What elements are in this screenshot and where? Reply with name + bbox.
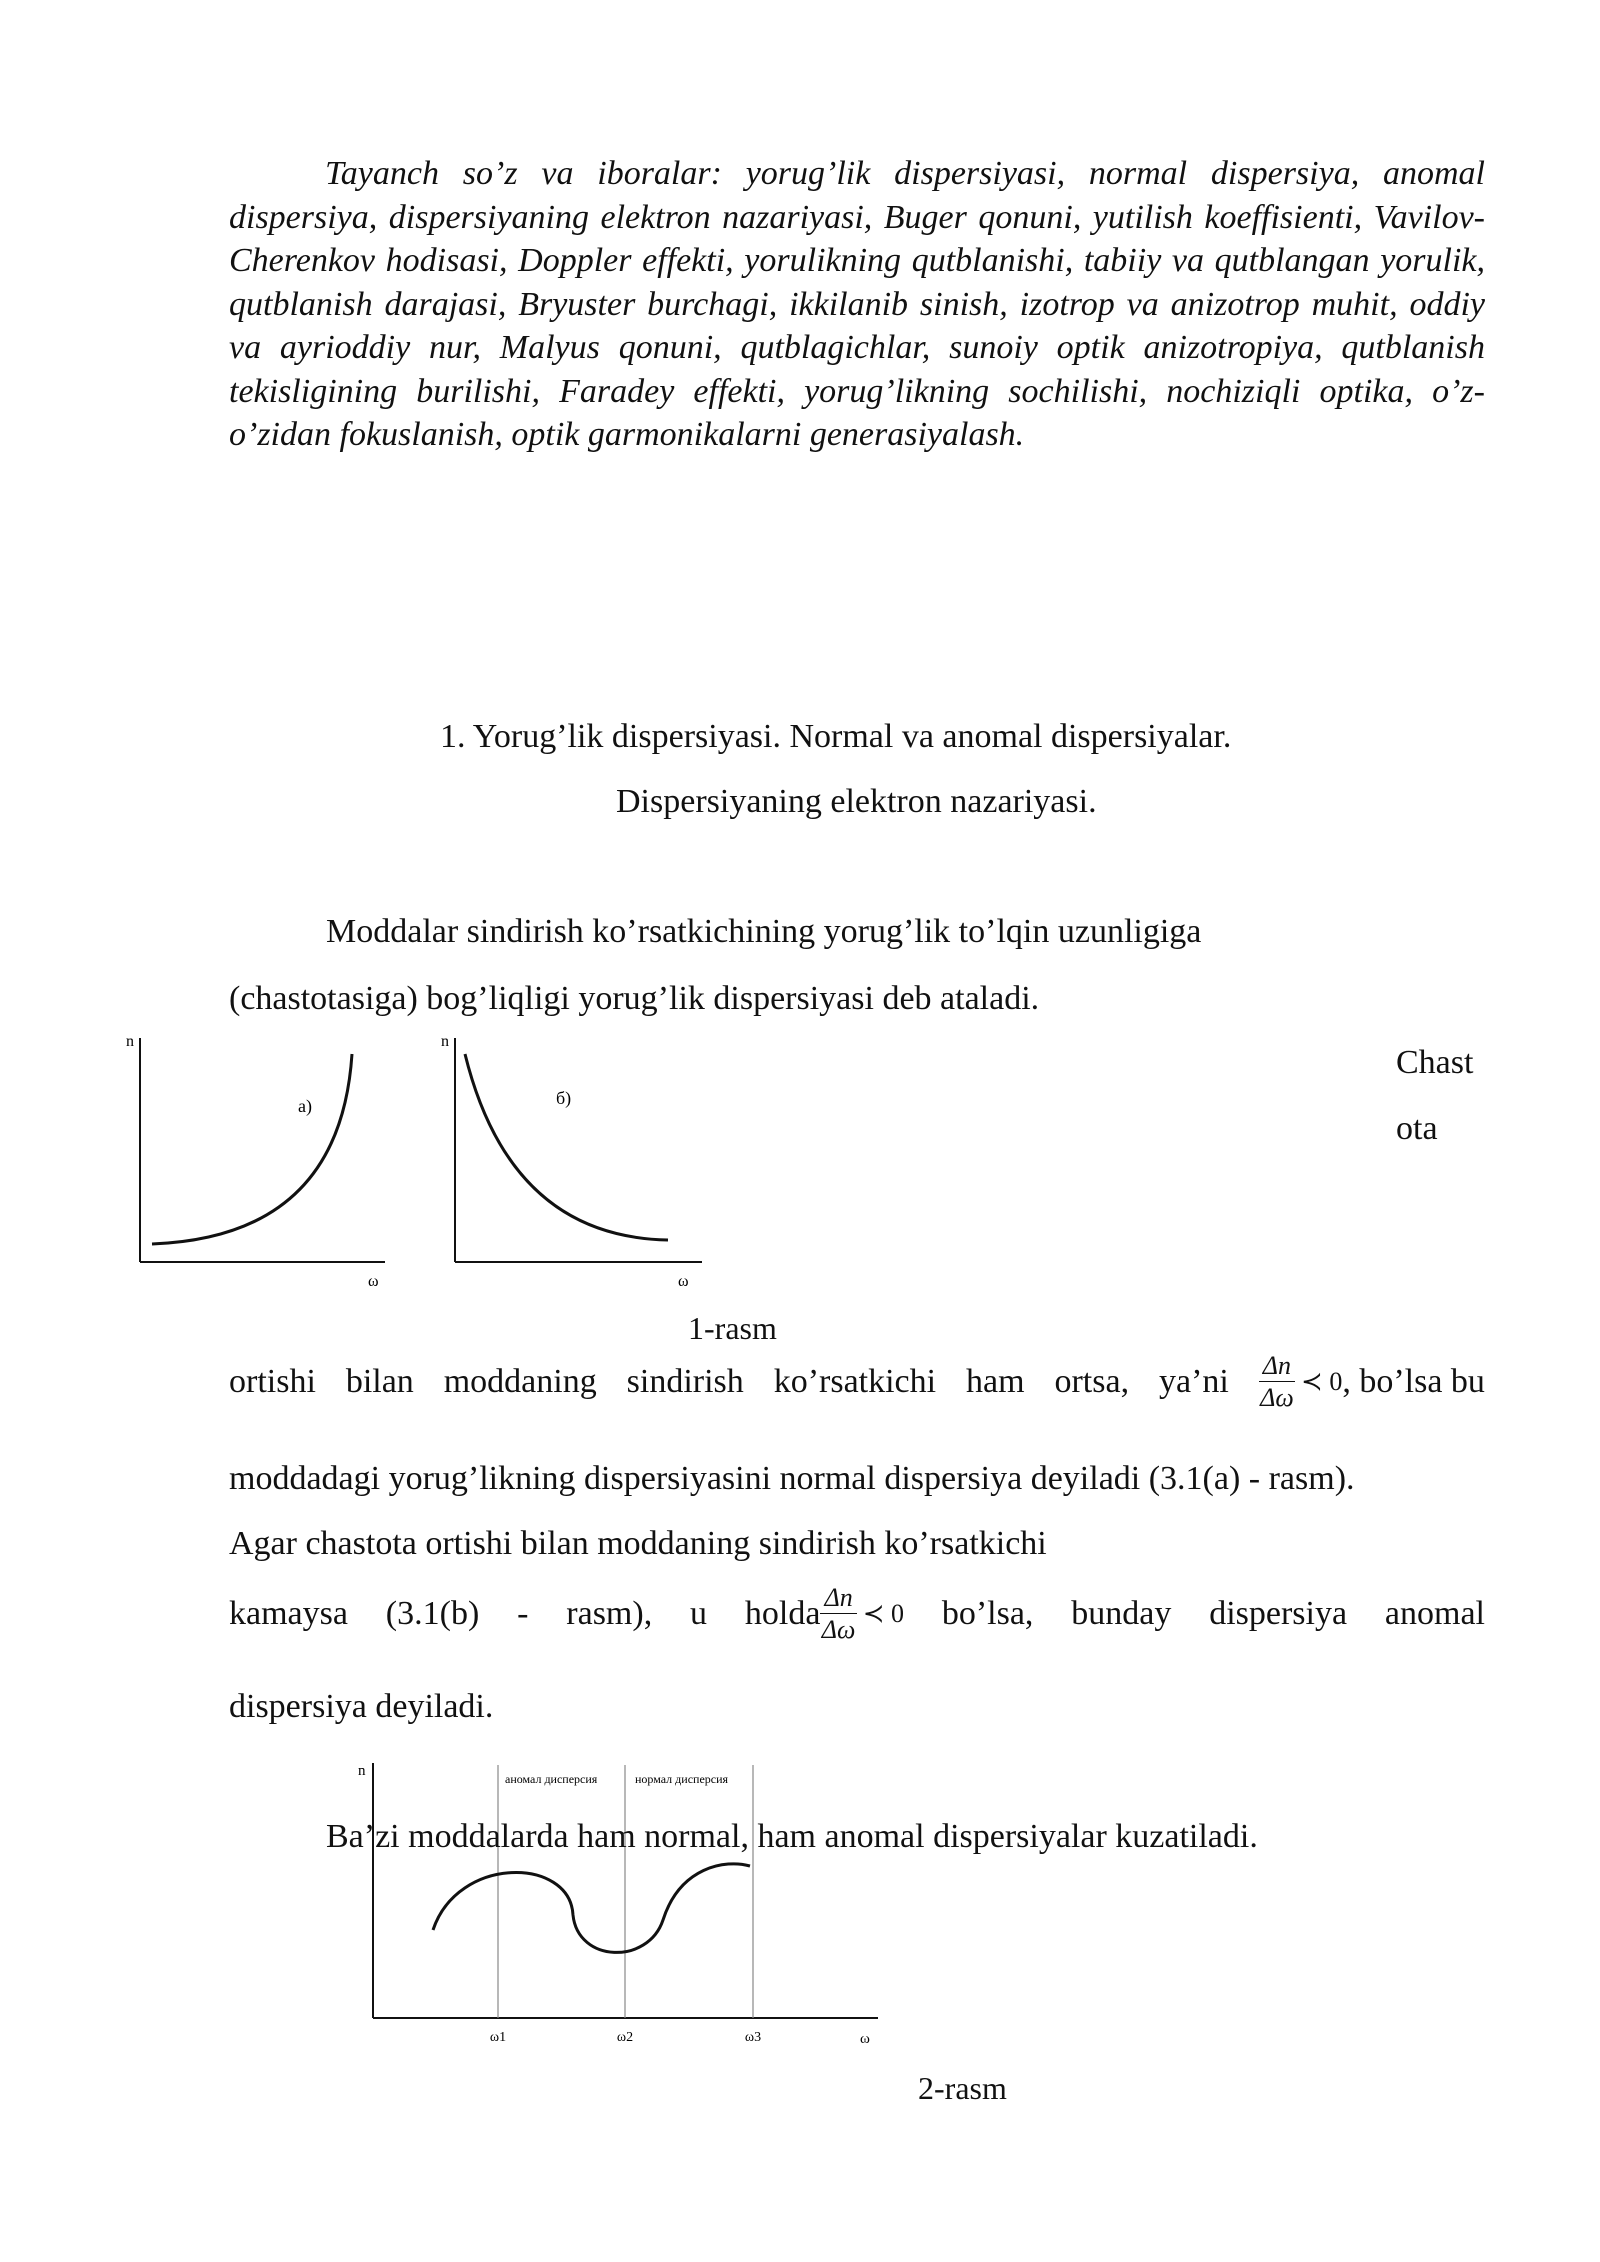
paragraph-3-line2: dispersiya deyiladi. bbox=[229, 1688, 494, 1725]
figure-1b-label: б) bbox=[556, 1088, 572, 1108]
figure-2-region-2-label: нормал дисперсия bbox=[635, 1772, 729, 1786]
section-heading-line2: Dispersiyaning elektron nazariyasi. bbox=[616, 783, 1097, 820]
formula-inline-1: $\frac{\Delta n}{\Delta\omega}$ ≺ 0 , bo’lsa bu bbox=[1260, 1351, 1485, 1413]
figure-1a-x-label: ω bbox=[368, 1273, 379, 1290]
figure-2-caption: 2-rasm bbox=[918, 2070, 1007, 2106]
formula-inline-2: holda $\frac{\Delta n}{\Delta\omega}$ ≺ 0 bbox=[744, 1583, 904, 1645]
figure-1b-anomal-curve bbox=[465, 1054, 668, 1240]
figure-2-x-label: ω bbox=[860, 2031, 870, 2047]
paragraph-1-line2: (chastotasiga) bog’liqligi yorug’lik dispersiyasi deb ataladi. bbox=[229, 980, 1040, 1017]
figure-2-tick-2: ω2 bbox=[616, 2030, 634, 2045]
figure-2-graph bbox=[330, 1755, 890, 2055]
keywords-text: Tayanch so’z va iboralar: yorug’lik dispersiyasi, normal dispersiya, anomal dispersiya, dispersiyaning elektron nazariyasi, Buger qonuni, yutilish koeffisienti, Vavilov-Cherenkov hodisasi, Doppler effekti, yorulikning qutblanishi, tabiiy va qutblangan yorulik, qutblanish darajasi, Bryuster burchagi, ikkilanib sinish, izotrop va anizotrop muhit, oddiy va ayrioddiy nur, Malyus qonuni, qutblagichlar, sunoiy optik anizotropiya, qutblanish tekisligining burilishi, Faradey effekti, yorug’likning sochilishi, nochiziqli optika, o’z-o’zidan fokuslanish, optik garmonikalarni generasiyalash. bbox=[229, 155, 1485, 453]
figure-2-tick-3: ω3 bbox=[744, 2030, 762, 2045]
section-heading-line1: 1. Yorug’lik dispersiyasi. Normal va anomal dispersiyalar. bbox=[440, 718, 1232, 755]
paragraph-1-line1: Moddalar sindirish ko’rsatkichining yorug’lik to’lqin uzunligiga bbox=[326, 913, 1202, 950]
figure-1a-normal-curve bbox=[152, 1054, 352, 1244]
figure-2-region-1-label: аномал дисперсия bbox=[505, 1772, 598, 1786]
figure-2-dispersion-curve bbox=[433, 1864, 750, 1953]
paragraph-4: Ba’zi moddalarda ham normal, ham anomal dispersiyalar kuzatiladi. bbox=[326, 1818, 1258, 1855]
paragraph-2-line2: moddadagi yorug’likning dispersiyasini normal dispersiya deyiladi (3.1(a) - rasm). bbox=[229, 1460, 1355, 1497]
figure-1a-y-label: n bbox=[126, 1033, 134, 1050]
keywords-paragraph bbox=[229, 152, 1485, 457]
figure-2-tick-1: ω1 bbox=[489, 2030, 507, 2045]
formula-fraction-2: $\frac{\Delta n}{\Delta\omega}$ bbox=[821, 1583, 856, 1645]
figure-1-caption: 1-rasm bbox=[688, 1310, 777, 1346]
paragraph-3-line1: kamaysa (3.1(b) - rasm), u holda $\frac{\Delta n}{\Delta\omega}$ ≺ 0 bo’lsa, bunday dispersiya anomal bbox=[229, 1583, 1485, 1645]
paragraph-2-line1: ortishi bilan moddaning sindirish ko’rsatkichi ham ortsa, ya’ni $\frac{\Delta n}{\Delta\omega}$ ≺ 0 , bo’lsa bu bbox=[229, 1351, 1485, 1413]
paragraph-2-line3: Agar chastota ortishi bilan moddaning sindirish ko’rsatkichi bbox=[229, 1525, 1047, 1562]
formula-fraction-1: $\frac{\Delta n}{\Delta\omega}$ bbox=[1260, 1351, 1294, 1413]
figure-1b-x-label: ω bbox=[678, 1273, 689, 1290]
figure-1b-y-label: n bbox=[441, 1033, 449, 1050]
side-text-line1: Chast bbox=[1396, 1044, 1474, 1081]
figure-1a-graph bbox=[126, 1033, 385, 1290]
figure-1-graphs bbox=[120, 1032, 740, 1292]
side-text-line2: ota bbox=[1396, 1110, 1438, 1147]
figure-1b-graph bbox=[441, 1033, 702, 1290]
figure-2-y-label: n bbox=[358, 1763, 366, 1779]
figure-1a-label: a) bbox=[298, 1096, 312, 1116]
